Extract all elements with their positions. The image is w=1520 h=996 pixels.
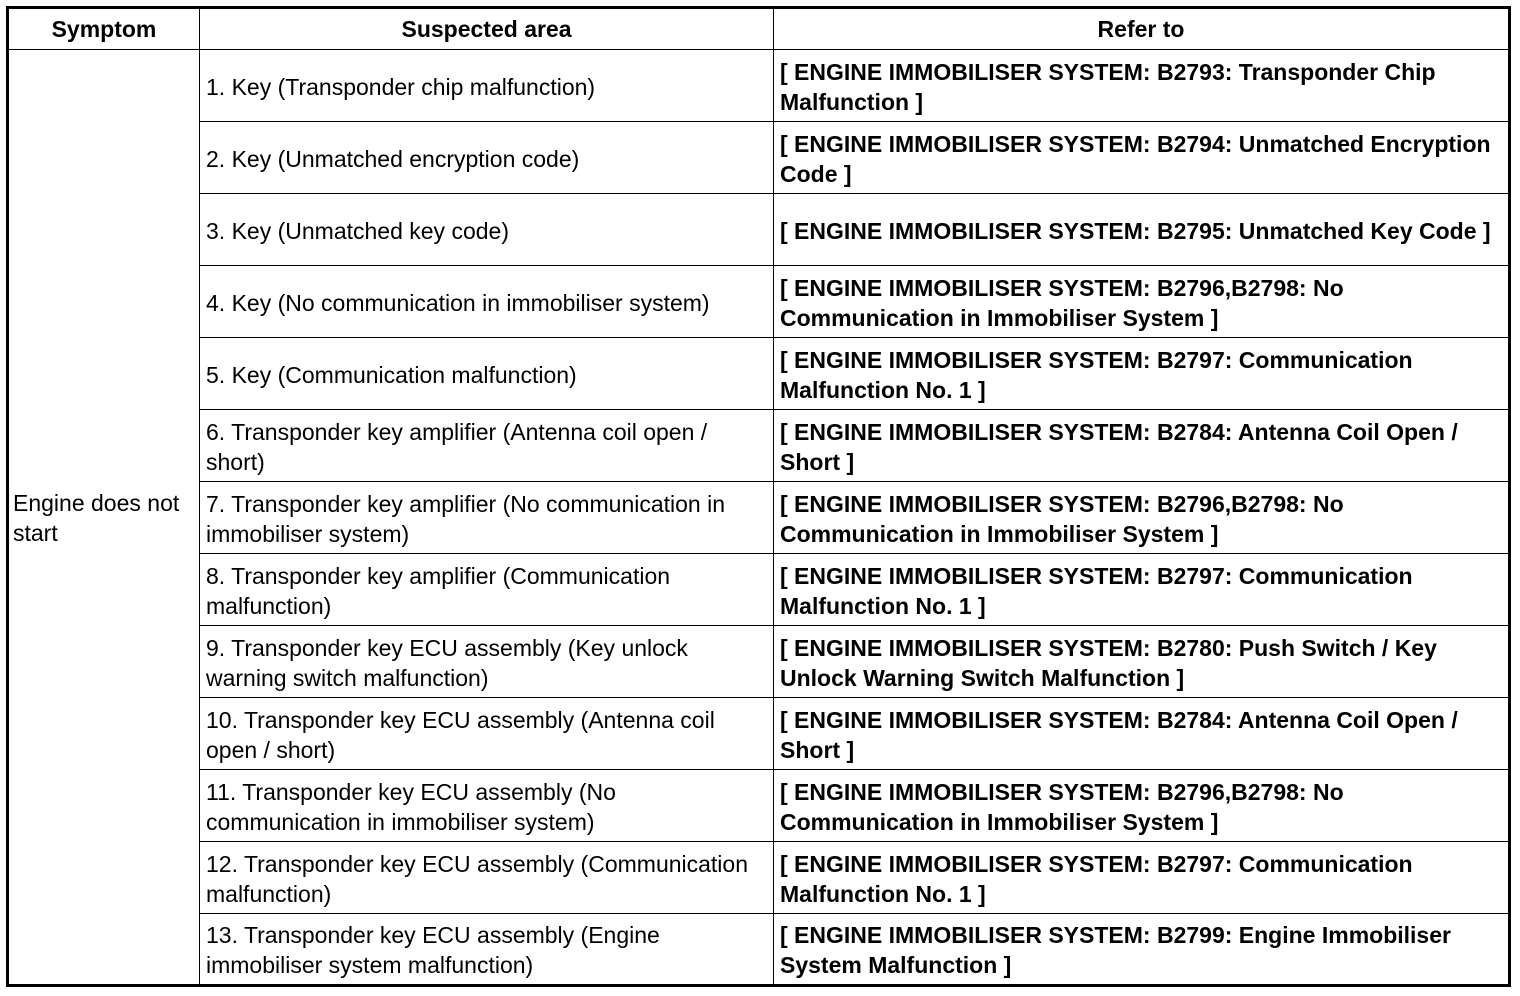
suspected-area-cell: 8. Transponder key amplifier (Communication malfunction) (200, 554, 774, 626)
table-row (8, 194, 1510, 266)
table-row (8, 842, 1510, 914)
refer-to-cell: [ ENGINE IMMOBILISER SYSTEM: B2797: Communication Malfunction No. 1 ] (774, 338, 1510, 410)
refer-to-cell: [ ENGINE IMMOBILISER SYSTEM: B2797: Communication Malfunction No. 1 ] (774, 842, 1510, 914)
suspected-area-cell: 2. Key (Unmatched encryption code) (200, 122, 774, 194)
suspected-area-cell: 5. Key (Communication malfunction) (200, 338, 774, 410)
table-row (8, 266, 1510, 338)
suspected-area-cell: 4. Key (No communication in immobiliser system) (200, 266, 774, 338)
refer-to-cell: [ ENGINE IMMOBILISER SYSTEM: B2796,B2798: No Communication in Immobiliser System ] (774, 266, 1510, 338)
suspected-area-cell: 6. Transponder key amplifier (Antenna coil open / short) (200, 410, 774, 482)
refer-to-cell: [ ENGINE IMMOBILISER SYSTEM: B2796,B2798: No Communication in Immobiliser System ] (774, 482, 1510, 554)
refer-to-cell: [ ENGINE IMMOBILISER SYSTEM: B2784: Antenna Coil Open / Short ] (774, 698, 1510, 770)
suspected-area-cell: 12. Transponder key ECU assembly (Communication malfunction) (200, 842, 774, 914)
table-row (8, 626, 1510, 698)
refer-to-cell: [ ENGINE IMMOBILISER SYSTEM: B2799: Engine Immobiliser System Malfunction ] (774, 914, 1510, 986)
refer-to-cell: [ ENGINE IMMOBILISER SYSTEM: B2794: Unmatched Encryption Code ] (774, 122, 1510, 194)
table-row (8, 410, 1510, 482)
table-row (8, 338, 1510, 410)
table-row (8, 770, 1510, 842)
refer-to-cell: [ ENGINE IMMOBILISER SYSTEM: B2797: Communication Malfunction No. 1 ] (774, 554, 1510, 626)
table-row (8, 122, 1510, 194)
table-row (8, 482, 1510, 554)
header-suspected-area: Suspected area (200, 8, 774, 50)
table-row (8, 554, 1510, 626)
refer-to-cell: [ ENGINE IMMOBILISER SYSTEM: B2796,B2798: No Communication in Immobiliser System ] (774, 770, 1510, 842)
suspected-area-cell: 13. Transponder key ECU assembly (Engine immobiliser system malfunction) (200, 914, 774, 986)
suspected-area-cell: 7. Transponder key amplifier (No communication in immobiliser system) (200, 482, 774, 554)
suspected-area-cell: 1. Key (Transponder chip malfunction) (200, 50, 774, 122)
table-row (8, 914, 1510, 986)
diagnosis-table (6, 6, 1511, 987)
table-row (8, 50, 1510, 122)
header-symptom: Symptom (8, 8, 200, 50)
table-row (8, 698, 1510, 770)
refer-to-cell: [ ENGINE IMMOBILISER SYSTEM: B2784: Antenna Coil Open / Short ] (774, 410, 1510, 482)
refer-to-cell: [ ENGINE IMMOBILISER SYSTEM: B2780: Push Switch / Key Unlock Warning Switch Malfunction ] (774, 626, 1510, 698)
header-refer-to: Refer to (774, 8, 1510, 50)
table-body (8, 50, 1510, 986)
refer-to-cell: [ ENGINE IMMOBILISER SYSTEM: B2795: Unmatched Key Code ] (774, 194, 1510, 266)
suspected-area-cell: 9. Transponder key ECU assembly (Key unlock warning switch malfunction) (200, 626, 774, 698)
table-header-row (8, 8, 1510, 50)
suspected-area-cell: 11. Transponder key ECU assembly (No communication in immobiliser system) (200, 770, 774, 842)
suspected-area-cell: 3. Key (Unmatched key code) (200, 194, 774, 266)
symptom-cell: Engine does not start (8, 50, 200, 986)
suspected-area-cell: 10. Transponder key ECU assembly (Antenna coil open / short) (200, 698, 774, 770)
refer-to-cell: [ ENGINE IMMOBILISER SYSTEM: B2793: Transponder Chip Malfunction ] (774, 50, 1510, 122)
